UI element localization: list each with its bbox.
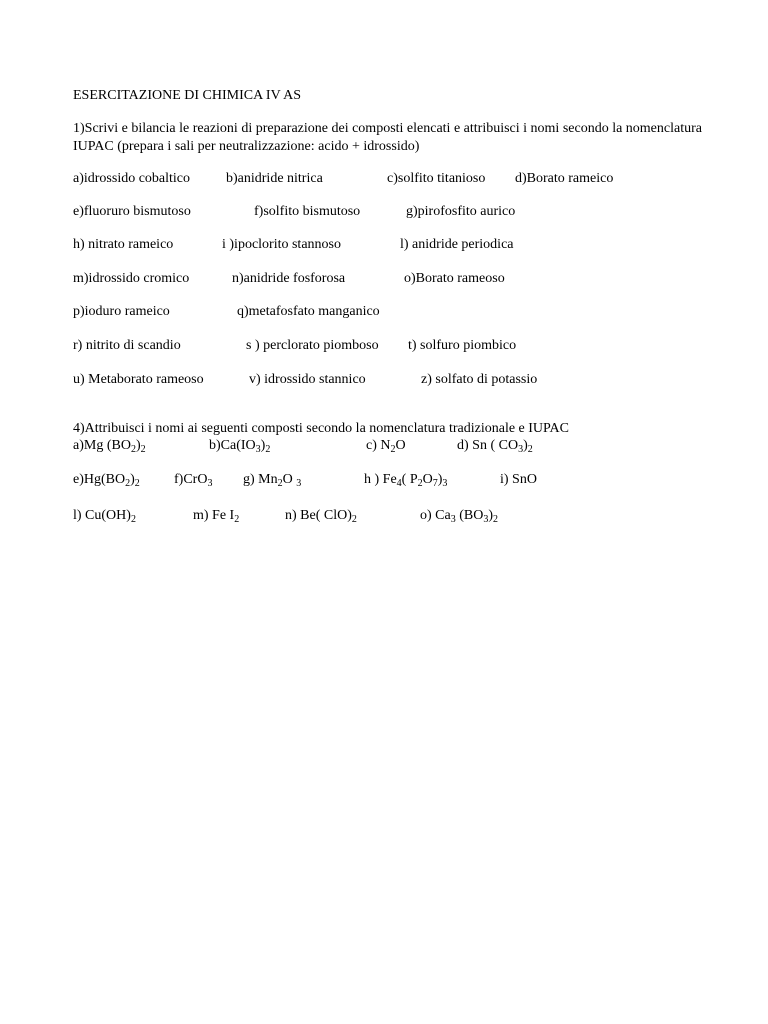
- formula-item: $b)Ca(IO_3)_2$: [209, 438, 271, 455]
- list-item: r) nitrito di scandio: [73, 338, 181, 353]
- list-item: u) Metaborato rameoso: [73, 372, 204, 387]
- list-item: h) nitrato rameico: [73, 237, 174, 252]
- list-item: s ) perclorato piomboso: [246, 338, 379, 353]
- list-item: p)ioduro rameico: [73, 304, 170, 319]
- list-item: i )ipoclorito stannoso: [222, 237, 341, 252]
- formula-item: i) SnO: [500, 472, 537, 487]
- formula-item: o) $Ca_3$ $(BO_3)_2$: [420, 508, 499, 525]
- list-item: a)idrossido cobaltico: [73, 171, 191, 186]
- list-item: m)idrossido cromico: [73, 271, 190, 286]
- formula-item: f)CrO$_3$: [174, 472, 213, 489]
- list-item: v) idrossido stannico: [249, 372, 366, 387]
- list-item: o)Borato rameoso: [404, 271, 505, 286]
- formula-item: l) $Cu(OH)_2$: [73, 508, 136, 525]
- list-item: e)fluoruro bismutoso: [73, 204, 191, 219]
- formula-item: c) $N_2O$: [366, 438, 406, 455]
- formula-item: a)Mg $(BO_2)_2$: [73, 438, 146, 455]
- exercise-1-instructions: 1)Scrivi e bilancia le reazioni di preparazione dei composti elencati e attribuisci i nomi secondo la nomenclatura IUPAC (prepara i sali per neutralizzazione: acido + idrossido): [73, 121, 702, 154]
- exercise-4-instructions: 4)Attribuisci i nomi ai seguenti composti secondo la nomenclatura tradizionale e IUPAC: [73, 421, 569, 436]
- list-item: n)anidride fosforosa: [232, 271, 346, 286]
- formula-item: m) Fe $I_2$: [193, 508, 240, 525]
- list-item: c)solfito titanioso: [387, 171, 486, 186]
- document-title: ESERCITAZIONE DI CHIMICA IV AS: [73, 88, 302, 103]
- list-item: t) solfuro piombico: [408, 338, 517, 353]
- list-item: l) anidride periodica: [400, 237, 514, 252]
- list-item: f)solfito bismutoso: [254, 204, 361, 219]
- list-item: d)Borato rameico: [515, 171, 614, 186]
- formula-item: d) Sn ( $CO_3)_2$: [457, 438, 533, 455]
- formula-item: h ) $Fe_4$( $P_2O_7)_3$: [364, 472, 448, 489]
- formula-item: g) $Mn_2O$ $_3$: [243, 472, 302, 489]
- formula-item: $e)Hg(BO_2)_2$: [73, 472, 140, 489]
- list-item: z) solfato di potassio: [421, 372, 538, 387]
- formula-item: n) Be( $ClO)_2$: [285, 508, 357, 525]
- list-item: q)metafosfato manganico: [237, 304, 380, 319]
- list-item: g)pirofosfito aurico: [406, 204, 516, 219]
- list-item: b)anidride nitrica: [226, 171, 323, 186]
